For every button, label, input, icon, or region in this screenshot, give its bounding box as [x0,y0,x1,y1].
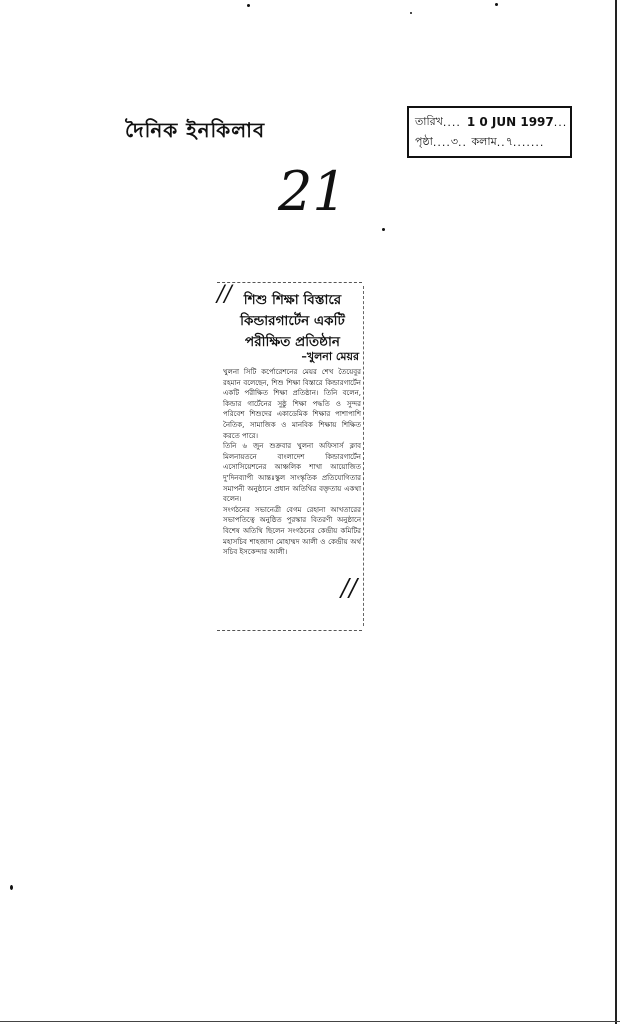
handwritten-page-number: 21 [278,160,347,223]
scan-speck [382,228,385,231]
stamp-dots: .... [442,115,461,129]
clipping-border-top [217,282,362,284]
newspaper-clipping [215,282,365,632]
article-byline: –খুলনা মেয়র [301,350,359,363]
article-body [223,367,361,558]
stamp-dots: .. [457,135,472,149]
handwritten-slash-mark: // [341,574,358,602]
scan-speck [247,4,250,7]
clipping-border-right [363,286,365,626]
stamp-column-value: ৭ [505,134,513,148]
page-edge-right [615,0,617,1024]
stamp-column-label: কলাম [471,134,497,148]
scan-speck [495,3,498,6]
headline-line: কিন্ডারগার্টেন একটি [240,313,345,329]
scan-speck [10,885,13,890]
stamp-dots: .... [432,135,451,149]
article-paragraph: খুলনা সিটি কর্পোরেশনের মেয়র শেখ তৈয়েবুর রহমান বলেছেন, শিশু শিক্ষা বিস্তারে কিন্ডারগার্টেন একটি পরীক্ষিত শিক্ষা প্রতিষ্ঠান। তিনি বলেন, কিন্ডার গার্টেনের সুষ্ঠু শিক্ষা পদ্ধতি ও সুন্দর পরিবেশ শিশুদের একাডেমিক শিক্ষার পাশাপাশি নৈতিক, সামাজিক ও মানবিক শিক্ষায় শিক্ষিত করতে পারে। [223,368,361,440]
article-headline [225,290,360,353]
stamp-dots: .. [496,135,506,149]
stamp-page-row [415,132,564,152]
page-edge-bottom [0,1021,620,1022]
stamp-date-value: 1 0 JUN 1997 [466,115,554,129]
stamp-dots: ... [553,115,568,129]
newspaper-name: দৈনিক ইনকিলাব [125,118,266,142]
stamp-page-label: পৃষ্ঠা [415,134,433,148]
stamp-date-label: তারিখ [415,114,443,128]
clipping-border-bottom [217,630,362,632]
article-paragraph: তিনি ৬ জুন শুক্রবার খুলনা অফিসার্স ক্লাব মিলনায়তনে বাংলাদেশ কিন্ডারগার্টেন এসোসিয়েশনের আঞ্চলিক শাখা আয়োজিত দু'দিনব্যাপী আন্তঃস্কুল সাংস্কৃতিক প্রতিযোগিতার সমাপনী অনুষ্ঠানে প্রধান অতিথির বক্তৃতায় একথা বলেন। [223,442,361,504]
scan-speck [410,12,412,14]
stamp-page-value: ৩ [450,134,458,148]
date-stamp [407,106,572,158]
article-paragraph: সংগঠনের সভানেত্রী বেগম রেহানা আখতারের সভাপতিত্বে অনুষ্ঠিত পুরস্কার বিতরণী অনুষ্ঠানে বিশেষ অতিথি ছিলেন সংগঠনের কেন্দ্রীয় কমিটির মহাসচিব শাহজাদা মোহাম্মদ আলী ও কেন্দ্রীয় অর্থ সচিব ইসকেন্দার আলী। [223,505,361,557]
headline-line: পরীক্ষিত প্রতিষ্ঠান [245,334,340,350]
headline-line: শিশু শিক্ষা বিস্তারে [243,292,342,308]
stamp-date-row [415,112,568,132]
handwritten-slash-mark: // [217,282,232,307]
stamp-dots: ....... [512,135,545,149]
